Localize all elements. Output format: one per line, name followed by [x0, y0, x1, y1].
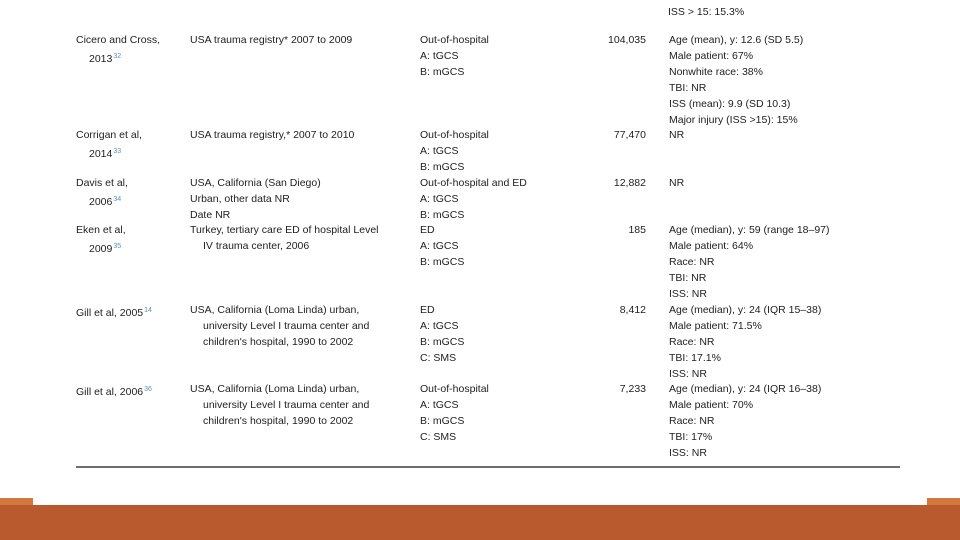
demographics-line: TBI: 17.1%	[669, 351, 721, 364]
setting-line: USA, California (Loma Linda) urban,	[190, 304, 360, 316]
location-line: Out-of-hospital	[420, 34, 489, 46]
setting-line: USA trauma registry* 2007 to 2009	[190, 34, 353, 46]
study-name	[76, 303, 152, 322]
demographics-line: Age (mean), y: 12.6 (SD 5.5)	[669, 34, 804, 46]
setting-line: university Level I trauma center and	[203, 319, 370, 332]
location-line: A: tGCS	[420, 319, 459, 332]
location-line: A: tGCS	[420, 49, 459, 62]
location-cell	[420, 303, 464, 367]
reference-number: 36	[144, 386, 152, 393]
demographics-line: Male patient: 67%	[669, 49, 754, 62]
demographics-line: Age (median), y: 24 (IQR 15–38)	[669, 304, 822, 316]
demographics-cell	[669, 303, 821, 383]
demographics-cell	[669, 382, 821, 462]
study-cell	[76, 33, 160, 68]
patient-count: 185	[628, 224, 646, 236]
demographics-line: NR	[669, 129, 685, 141]
study-year	[76, 49, 160, 68]
study-name-text: Gill et al, 2005	[76, 307, 144, 319]
footer-accent-tab-left	[0, 498, 33, 505]
location-cell	[420, 382, 489, 446]
reference-number: 14	[144, 307, 152, 314]
location-line: A: tGCS	[420, 398, 459, 411]
patient-count: 12,882	[613, 177, 646, 189]
demographics-cell	[669, 33, 803, 128]
demographics-line: Age (median), y: 59 (range 18–97)	[669, 224, 830, 236]
location-cell	[420, 33, 489, 81]
study-year-text: 2014	[89, 147, 113, 160]
patient-count: 104,035	[608, 34, 646, 46]
study-name	[76, 128, 142, 144]
location-line: ED	[420, 224, 435, 236]
demographics-line: ISS: NR	[669, 367, 707, 380]
reference-number: 35	[113, 242, 122, 250]
demographics-line: Race: NR	[669, 414, 715, 427]
setting-line: children's hospital, 1990 to 2002	[203, 414, 354, 427]
study-name-text: Cicero and Cross,	[76, 34, 161, 46]
setting-line: university Level I trauma center and	[203, 398, 370, 411]
location-line: B: mGCS	[420, 208, 465, 221]
patient-count: 77,470	[613, 129, 646, 141]
study-cell	[76, 303, 152, 322]
setting-cell	[190, 223, 379, 255]
study-name	[76, 223, 126, 239]
setting-cell	[190, 303, 369, 351]
reference-number: 32	[113, 52, 122, 60]
study-year	[76, 239, 126, 258]
demographics-line: TBI: NR	[669, 271, 707, 284]
study-year-text: 2013	[89, 52, 113, 65]
location-line: A: tGCS	[420, 144, 459, 157]
setting-line: Turkey, tertiary care ED of hospital Level	[190, 224, 379, 236]
location-line: A: tGCS	[420, 192, 459, 205]
location-line: B: mGCS	[420, 414, 465, 427]
setting-line: IV trauma center, 2006	[203, 239, 310, 252]
demographics-line: Race: NR	[669, 255, 715, 268]
setting-line: USA, California (San Diego)	[190, 177, 321, 189]
study-year-text: 2009	[89, 242, 113, 255]
demographics-line: Male patient: 71.5%	[669, 319, 762, 332]
study-year	[76, 144, 142, 163]
cropped-text-fragment: ISS > 15: 15.3%	[668, 6, 745, 18]
setting-cell	[190, 128, 354, 144]
study-name-text: Davis et al,	[76, 177, 128, 189]
demographics-line: Major injury (ISS >15): 15%	[669, 113, 798, 126]
demographics-cell	[669, 128, 684, 144]
demographics-line: Age (median), y: 24 (IQR 16–38)	[669, 383, 822, 395]
patient-count: 7,233	[619, 383, 646, 395]
study-name	[76, 176, 128, 192]
setting-line: USA trauma registry,* 2007 to 2010	[190, 129, 355, 141]
location-line: B: mGCS	[420, 65, 465, 78]
footer-accent-bar	[0, 505, 960, 540]
location-line: B: mGCS	[420, 255, 465, 268]
location-line: B: mGCS	[420, 335, 465, 348]
location-line: A: tGCS	[420, 239, 459, 252]
study-name-text: Eken et al,	[76, 224, 126, 236]
demographics-line: Male patient: 70%	[669, 398, 754, 411]
setting-cell	[190, 382, 369, 430]
setting-line: children's hospital, 1990 to 2002	[203, 335, 354, 348]
location-line: C: SMS	[420, 351, 457, 364]
demographics-cell	[669, 176, 684, 192]
location-line: B: mGCS	[420, 160, 465, 173]
study-year	[76, 192, 128, 211]
demographics-line: ISS: NR	[669, 446, 707, 459]
demographics-cell	[669, 223, 830, 303]
location-line: Out-of-hospital	[420, 129, 489, 141]
demographics-line: Race: NR	[669, 335, 715, 348]
setting-line: Urban, other data NR	[190, 192, 290, 205]
table-bottom-rule	[76, 466, 900, 468]
study-cell	[76, 223, 126, 258]
study-year-text: 2006	[89, 195, 113, 208]
demographics-line: TBI: 17%	[669, 430, 713, 443]
location-cell	[420, 176, 527, 224]
demographics-line: Male patient: 64%	[669, 239, 754, 252]
location-cell	[420, 128, 489, 176]
location-line: ED	[420, 304, 435, 316]
location-line: Out-of-hospital and ED	[420, 177, 527, 189]
study-name	[76, 382, 152, 401]
location-line: C: SMS	[420, 430, 457, 443]
study-name	[76, 33, 160, 49]
reference-number: 33	[113, 147, 122, 155]
demographics-line: Nonwhite race: 38%	[669, 65, 763, 78]
footer-accent-tab-right	[927, 498, 960, 505]
patient-count: 8,412	[619, 304, 646, 316]
demographics-line: ISS (mean): 9.9 (SD 10.3)	[669, 97, 791, 110]
study-name-text: Gill et al, 2006	[76, 386, 144, 398]
setting-line: Date NR	[190, 208, 231, 221]
setting-cell	[190, 176, 321, 224]
setting-line: USA, California (Loma Linda) urban,	[190, 383, 360, 395]
location-cell	[420, 223, 464, 271]
study-cell	[76, 176, 128, 211]
study-name-text: Corrigan et al,	[76, 129, 142, 141]
setting-cell	[190, 33, 352, 49]
study-cell	[76, 128, 142, 163]
demographics-line: NR	[669, 177, 685, 189]
reference-number: 34	[113, 195, 122, 203]
demographics-line: TBI: NR	[669, 81, 707, 94]
location-line: Out-of-hospital	[420, 383, 489, 395]
study-cell	[76, 382, 152, 401]
demographics-line: ISS: NR	[669, 287, 707, 300]
